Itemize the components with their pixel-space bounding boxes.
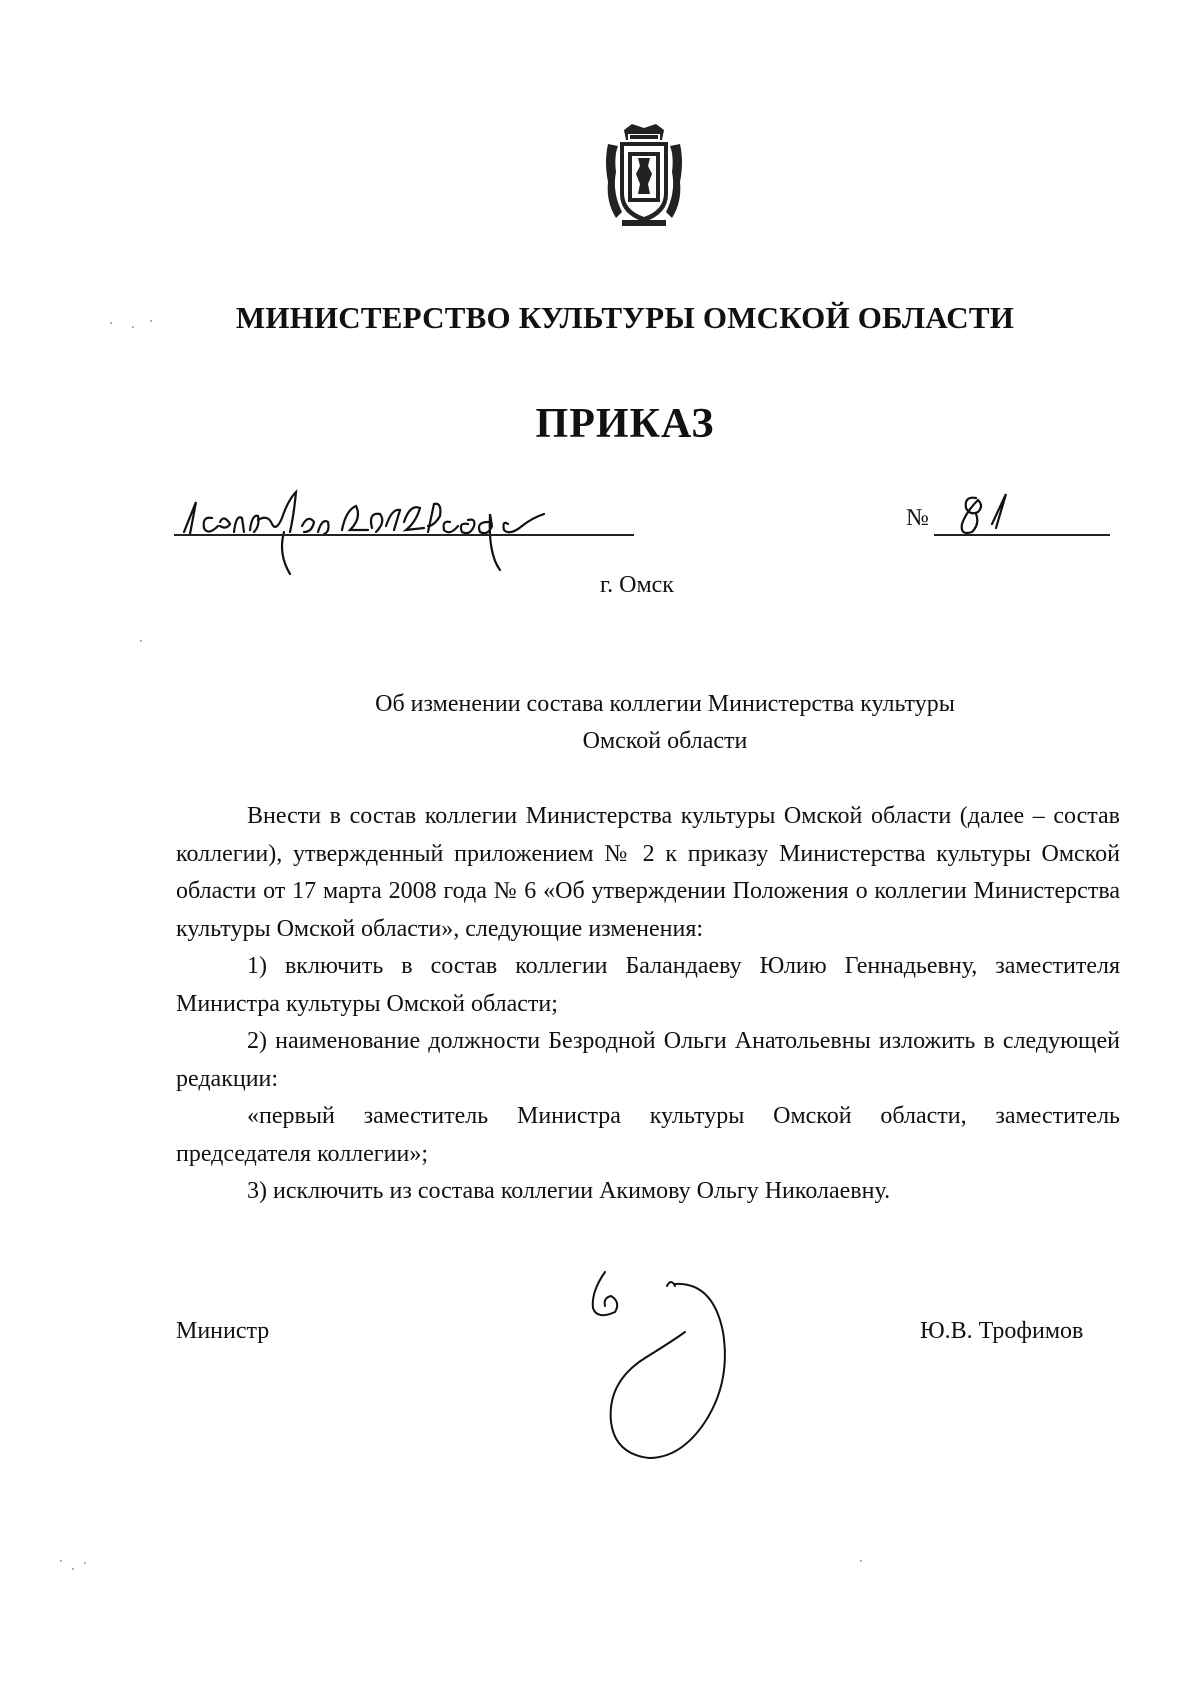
handwritten-signature (585, 1262, 755, 1472)
signer-title: Министр (176, 1318, 270, 1344)
scan-speck (860, 1560, 862, 1562)
body-item-1: 1) включить в состав коллегии Баландаеву Юлию Геннадьевну, заместителя Министра культуры Омской области; (176, 953, 1120, 1017)
scan-speck (150, 320, 152, 322)
date-underline (174, 534, 634, 536)
handwritten-number (936, 484, 1036, 554)
order-subject (300, 686, 1030, 760)
number-label: № (906, 505, 929, 531)
order-body (176, 798, 1120, 1211)
body-item-2: 2) наименование должности Безродной Ольги Анатольевны изложить в следующей редакции: (176, 1028, 1120, 1092)
scan-speck (140, 640, 142, 642)
number-underline (934, 534, 1110, 536)
signer-name: Ю.В. Трофимов (920, 1318, 1084, 1344)
city: г. Омск (600, 572, 674, 598)
scan-speck (132, 326, 134, 328)
body-quote: «первый заместитель Министра культуры Омской области, заместитель председателя коллегии»; (176, 1103, 1120, 1167)
handwritten-date (172, 474, 652, 584)
ministry-heading: МИНИСТЕРСТВО КУЛЬТУРЫ ОМСКОЙ ОБЛАСТИ (235, 300, 1015, 335)
subject-line-1: Об изменении состава коллегии Министерства культуры (375, 691, 955, 717)
coat-of-arms-emblem (602, 122, 686, 228)
subject-line-2: Омской области (582, 728, 748, 754)
scan-speck (84, 1562, 86, 1564)
scan-speck (60, 1560, 62, 1562)
body-item-3: 3) исключить из состава коллегии Акимову Ольгу Николаевну. (247, 1178, 891, 1204)
scan-speck (72, 1568, 74, 1570)
body-intro: Внести в состав коллегии Министерства культуры Омской области (далее – состав коллегии), утвержденный приложением № 2 к приказу Министерства культуры Омской области от 17 марта 2008 года № 6 «Об утверждении Положения о коллегии Министерства культуры Омской области», следующие изменения: (176, 803, 1120, 942)
document-type-title: ПРИКАЗ (535, 401, 715, 447)
scan-speck (110, 322, 112, 324)
